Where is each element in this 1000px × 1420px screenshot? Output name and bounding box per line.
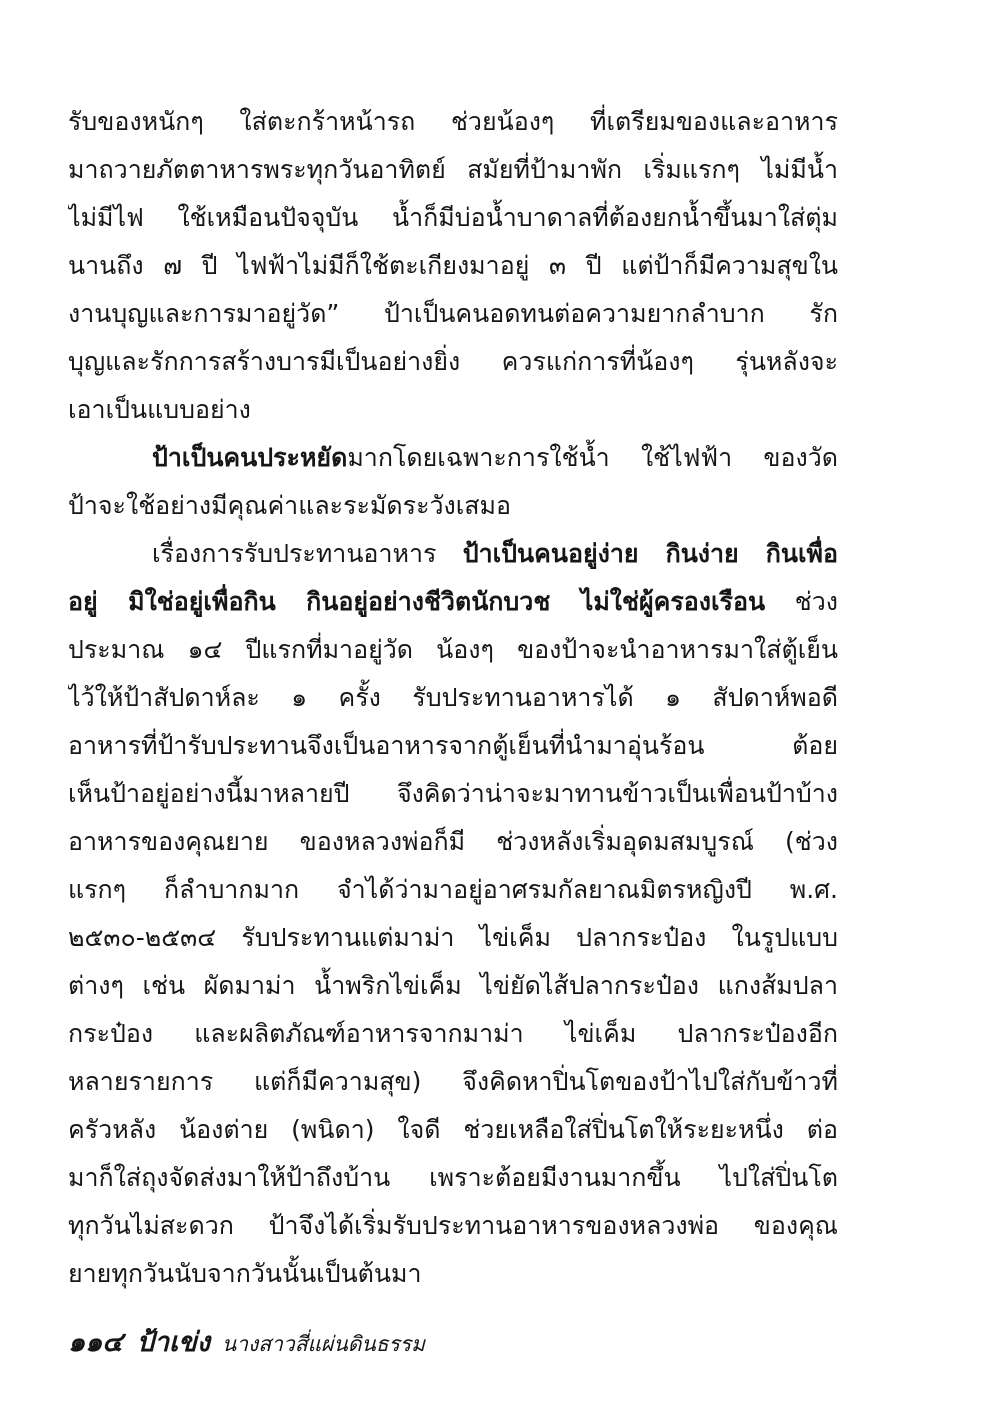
paragraph-3-line-1-normal: เรื่องการรับประทานอาหาร	[152, 539, 463, 568]
paragraph-3-line-14: มาก็ใส่ถุงจัดส่งมาให้ป้าถึงบ้าน เพราะต้อยมีงานมากขึ้น ไปใส่ปิ่นโต	[68, 1163, 838, 1192]
paragraph-2-line-1	[152, 435, 838, 481]
paragraph-2-line-1-rest: มากโดยเฉพาะการใช้น้ำ ใช้ไฟฟ้า ของวัด	[347, 443, 838, 472]
book-subtitle: นางสาวสี่แผ่นดินธรรม	[221, 1332, 425, 1356]
paragraph-3-line-13: ครัวหลัง น้องต่าย (พนิดา) ใจดี ช่วยเหลือใส่ปิ่นโตให้ระยะหนึ่ง ต่อ	[68, 1115, 838, 1144]
paragraph-3-line-7: อาหารของคุณยาย ของหลวงพ่อก็มี ช่วงหลังเริ่มอุดมสมบูรณ์ (ช่วง	[68, 827, 838, 856]
paragraph-1-line-5: งานบุญและการมาอยู่วัด” ป้าเป็นคนอดทนต่อความยากลำบาก รัก	[68, 299, 838, 328]
paragraph-2-bold-lead: ป้าเป็นคนประหยัด	[152, 443, 348, 472]
paragraph-1-line-4: นานถึง ๗ ปี ไฟฟ้าไม่มีก็ใช้ตะเกียงมาอยู่ ๓ ปี แต่ป้าก็มีความสุขใน	[68, 251, 838, 280]
paragraph-3-line-8: แรกๆ ก็ลำบากมาก จำได้ว่ามาอยู่อาศรมกัลยาณมิตรหญิงปี พ.ศ.	[68, 875, 838, 904]
paragraph-3-line-1-bold: ป้าเป็นคนอยู่ง่าย กินง่าย กินเพื่อ	[462, 539, 838, 568]
paragraph-1-line-2: มาถวายภัตตาหารพระทุกวันอาทิตย์ สมัยที่ป้ามาพัก เริ่มแรกๆ ไม่มีน้ำ	[68, 155, 838, 184]
paragraph-2-line-2: ป้าจะใช้อย่างมีคุณค่าและระมัดระวังเสมอ	[68, 491, 512, 520]
paragraph-3-line-11: กระป๋อง และผลิตภัณฑ์อาหารจากมาม่า ไข่เค็ม ปลากระป๋องอีก	[68, 1019, 838, 1048]
paragraph-3-line-6: เห็นป้าอยู่อย่างนี้มาหลายปี จึงคิดว่าน่าจะมาทานข้าวเป็นเพื่อนป้าบ้าง	[68, 779, 838, 808]
book-title: ป้าเข่ง	[136, 1327, 210, 1358]
paragraph-3-line-4: ไว้ให้ป้าสัปดาห์ละ ๑ ครั้ง รับประทานอาหารได้ ๑ สัปดาห์พอดี	[68, 683, 838, 712]
paragraph-3-line-16: ยายทุกวันนับจากวันนั้นเป็นต้นมา	[68, 1259, 422, 1288]
paragraph-3-line-5: อาหารที่ป้ารับประทานจึงเป็นอาหารจากตู้เย็นที่นำมาอุ่นร้อน ต้อย	[68, 731, 838, 760]
paragraph-3-line-12: หลายรายการ แต่ก็มีความสุข) จึงคิดหาปิ่นโตของป้าไปใส่กับข้าวที่	[68, 1067, 838, 1096]
paragraph-1-line-3: ไม่มีไฟ ใช้เหมือนปัจจุบัน น้ำก็มีบ่อน้ำบาดาลที่ต้องยกน้ำขึ้นมาใส่ตุ่ม	[68, 203, 838, 232]
paragraph-1-line-6: บุญและรักการสร้างบารมีเป็นอย่างยิ่ง ควรแก่การที่น้องๆ รุ่นหลังจะ	[68, 347, 838, 376]
paragraph-3-line-2-bold: อยู่ มิใช่อยู่เพื่อกิน กินอยู่อย่างชีวิตนักบวช ไม่ใช่ผู้ครองเรือน	[68, 587, 766, 616]
paragraph-3-line-2-normal: ช่วง	[765, 587, 838, 616]
paragraph-1-line-7: เอาเป็นแบบอย่าง	[68, 395, 251, 424]
paragraph-3-line-2	[68, 579, 838, 625]
paragraph-3-line-15: ทุกวันไม่สะดวก ป้าจึงได้เริ่มรับประทานอาหารของหลวงพ่อ ของคุณ	[68, 1211, 838, 1240]
paragraph-3-line-1	[152, 531, 838, 577]
page-number: ๑๑๔	[68, 1327, 123, 1358]
paragraph-3-line-9: ๒๕๓๐-๒๕๓๔ รับประทานแต่มาม่า ไข่เค็ม ปลากระป๋อง ในรูปแบบ	[68, 923, 838, 952]
paragraph-3-line-10: ต่างๆ เช่น ผัดมาม่า น้ำพริกไข่เค็ม ไข่ยัดไส้ปลากระป๋อง แกงส้มปลา	[68, 971, 838, 1000]
paragraph-1-line-1: รับของหนักๆ ใส่ตะกร้าหน้ารถ ช่วยน้องๆ ที่เตรียมของและอาหาร	[68, 107, 838, 136]
paragraph-3-line-3: ประมาณ ๑๔ ปีแรกที่มาอยู่วัด น้องๆ ของป้าจะนำอาหารมาใส่ตู้เย็น	[68, 635, 838, 664]
page-footer	[68, 1320, 425, 1366]
